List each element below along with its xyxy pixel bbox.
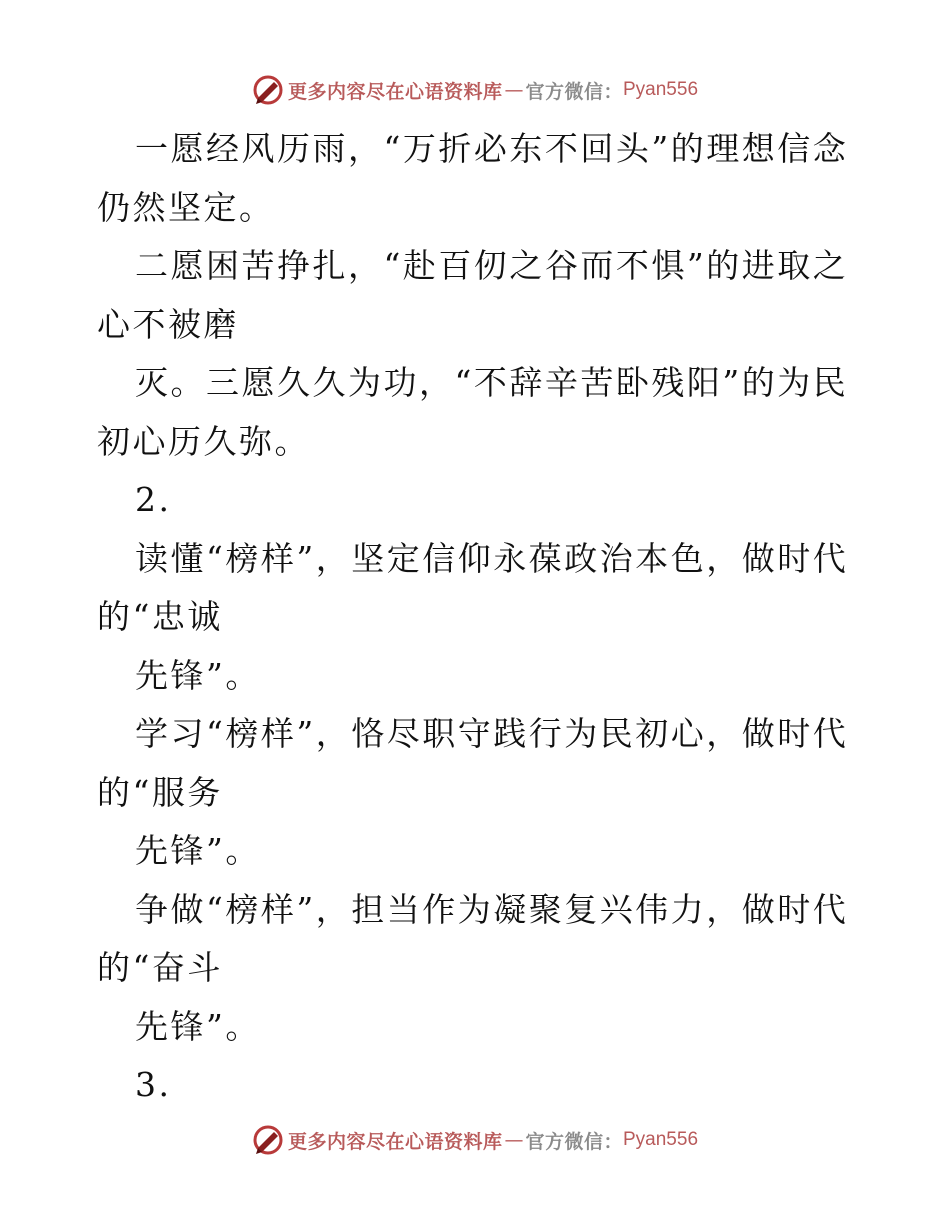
- text-line: 读懂“榜样”，坚定信仰永葆政治本色，做时代: [135, 538, 849, 578]
- text-line: 的“奋斗: [97, 948, 223, 987]
- banner-separator: —: [504, 1129, 524, 1151]
- wechat-id: Pyan556: [623, 1129, 699, 1150]
- text-line: 一愿经风历雨，“万折必东不回头”的理想信念: [135, 129, 849, 168]
- text-line: 的“忠诚: [97, 597, 223, 636]
- footer-banner: [0, 1120, 950, 1160]
- text-line: 初心历久弥。: [97, 421, 310, 461]
- text-line: 灭。三愿久久为功，“不辞辛苦卧残阳”的为民: [135, 363, 849, 402]
- document-body: [97, 120, 857, 1115]
- text-line: 的“服务: [97, 772, 223, 812]
- text-line: 二愿困苦挣扎，“赴百仞之谷而不惧”的进取之: [135, 246, 849, 285]
- text-line: 仍然坚定。: [97, 187, 275, 227]
- banner-text: 更多内容尽在心语资料库: [287, 1130, 503, 1153]
- text-line: 2.: [135, 480, 172, 519]
- wechat-label: 官方微信：: [525, 1130, 623, 1153]
- red-pen-logo-icon: [252, 1124, 284, 1156]
- text-line: 心不被磨: [97, 304, 239, 344]
- red-pen-logo-icon: [252, 74, 284, 106]
- header-banner: [0, 70, 950, 110]
- text-line: 3.: [135, 1065, 172, 1104]
- text-line: 先锋”。: [135, 1006, 261, 1046]
- text-line: 先锋”。: [135, 655, 261, 695]
- text-line: 争做“榜样”，担当作为凝聚复兴伟力，做时代: [135, 889, 849, 929]
- wechat-label: 官方微信：: [525, 80, 623, 103]
- wechat-id: Pyan556: [623, 79, 699, 100]
- banner-text: 更多内容尽在心语资料库: [287, 80, 503, 103]
- text-line: 学习“榜样”，恪尽职守践行为民初心，做时代: [135, 714, 849, 753]
- banner-separator: —: [504, 79, 524, 101]
- text-line: 先锋”。: [135, 831, 261, 870]
